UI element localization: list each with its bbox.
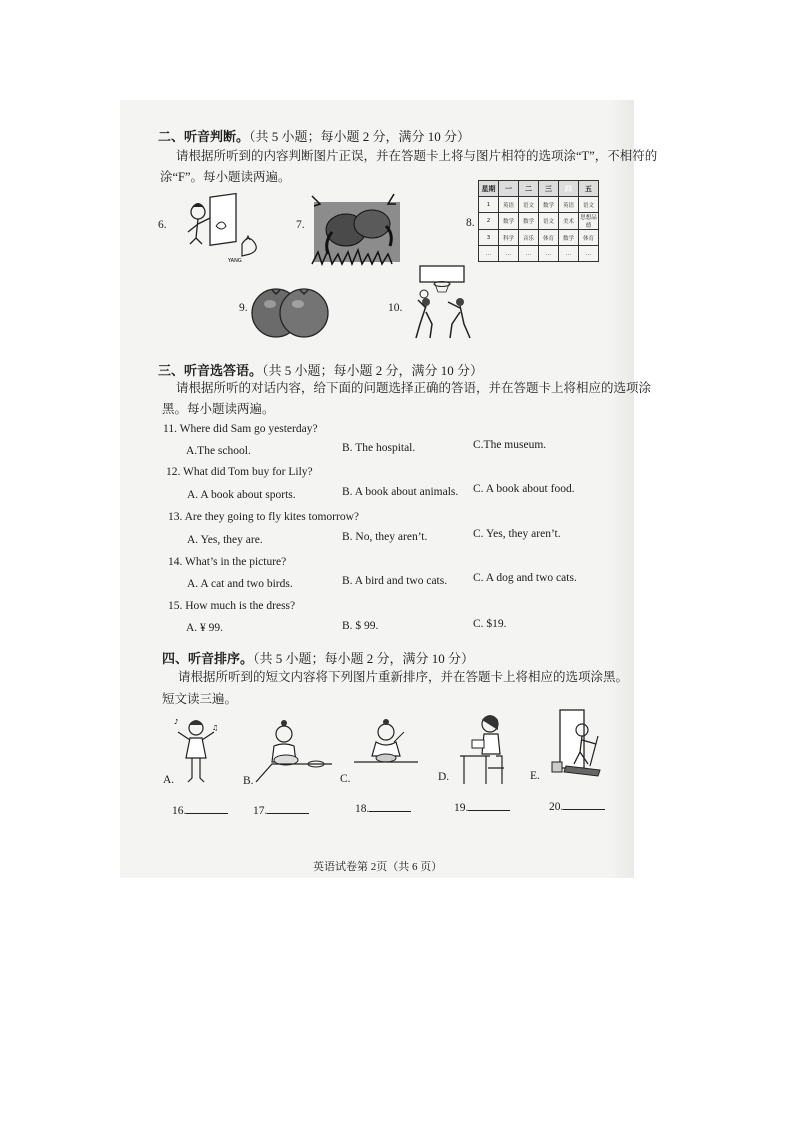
schedule-cell: … xyxy=(579,246,599,262)
schedule-header-cell: 四 xyxy=(559,181,579,197)
section4-instruction-2: 短文读三遍。 xyxy=(162,692,238,706)
picture-label-a: A. xyxy=(163,774,175,786)
answer-blank-19 xyxy=(454,800,510,815)
question-15: 15. How much is the dress? xyxy=(168,600,296,612)
q14-option-b: B. A bird and two cats. xyxy=(342,575,448,587)
schedule-corner-label: 星期 xyxy=(481,184,496,193)
section4-instruction-1: 请根据所听到的短文内容将下列图片重新排序，并在答题卡上将相应的选项涂黑。 xyxy=(178,670,629,684)
picture-label-d: D. xyxy=(438,771,450,783)
schedule-cell: 语文 xyxy=(539,213,559,230)
section2-heading xyxy=(158,130,470,143)
q12-option-b: B. A book about animals. xyxy=(342,486,459,498)
schedule-cell: 科学 xyxy=(499,230,519,246)
schedule-header-cell: 五 xyxy=(579,181,599,197)
item-10-number: 10. xyxy=(388,302,403,314)
schedule-cell: 英语 xyxy=(499,197,519,213)
answer-line xyxy=(369,801,411,812)
schedule-cell: 美术 xyxy=(559,213,579,230)
q15-option-a: A. ¥ 99. xyxy=(186,622,224,634)
answer-number-16: 16. xyxy=(172,805,187,817)
schedule-row-number: 3 xyxy=(479,230,499,246)
question-11: 11. Where did Sam go yesterday? xyxy=(163,423,318,435)
tomatoes-picture xyxy=(250,278,330,340)
question-13: 13. Are they going to fly kites tomorrow? xyxy=(168,511,359,523)
section2-instruction-2: 涂“F”。每小题读两遍。 xyxy=(160,170,291,184)
picture-label-c: C. xyxy=(340,773,351,785)
schedule-cell: 英语 xyxy=(559,197,579,213)
answer-blank-18 xyxy=(355,801,411,816)
section3-instruction-1: 请根据所听的对话内容，给下面的问题选择正确的答语，并在答题卡上将相应的选项涂 xyxy=(176,381,652,395)
girl-eating-picture xyxy=(354,718,418,768)
picture-label-b: B. xyxy=(243,775,254,787)
section3-instruction-2: 黑。每小题读两遍。 xyxy=(162,402,275,416)
q14-option-a: A. A cat and two birds. xyxy=(187,578,293,590)
svg-text:♪: ♪ xyxy=(174,718,179,726)
schedule-cell: 语文 xyxy=(519,197,539,213)
answer-line xyxy=(186,803,228,814)
schedule-cell: … xyxy=(499,246,519,262)
schedule-cell: … xyxy=(559,246,579,262)
section2-instruction-1: 请根据所听到的内容判断图片正误，并在答题卡上将与图片相符的选项涂“T”，不相符的 xyxy=(176,149,658,163)
answer-number-20: 20. xyxy=(549,801,564,813)
schedule-corner xyxy=(479,181,499,197)
section4-title: 四、听音排序。 xyxy=(162,651,254,666)
q15-option-b: B. $ 99. xyxy=(342,620,379,632)
q13-option-a: A. Yes, they are. xyxy=(187,534,263,546)
schedule-cell: 语文 xyxy=(579,197,599,213)
schedule-row-number: 1 xyxy=(479,197,499,213)
item-7-number: 7. xyxy=(296,219,305,231)
q12-option-c: C. A book about food. xyxy=(473,483,575,495)
q11-option-c: C.The museum. xyxy=(473,439,547,451)
schedule-row-number: … xyxy=(479,246,499,262)
q15-option-c: C. $19. xyxy=(473,618,507,630)
schedule-cell: 思想品德 xyxy=(579,213,599,230)
item-9-number: 9. xyxy=(239,302,248,314)
schedule-cell: 数学 xyxy=(519,213,539,230)
q11-option-b: B. The hospital. xyxy=(342,442,416,454)
schedule-cell: … xyxy=(519,246,539,262)
section4-heading xyxy=(162,652,474,665)
section2-title: 二、听音判断。 xyxy=(158,129,250,144)
schedule-cell: 数学 xyxy=(539,197,559,213)
schedule-row-number: 2 xyxy=(479,213,499,230)
schedule-header-cell: 二 xyxy=(519,181,539,197)
answer-line xyxy=(267,803,309,814)
schedule-header-cell: 一 xyxy=(499,181,519,197)
elephants-picture xyxy=(308,190,406,268)
q13-option-c: C. Yes, they aren’t. xyxy=(473,528,561,540)
class-schedule-table xyxy=(478,180,599,262)
answer-blank-20 xyxy=(549,799,605,814)
schedule-cell: … xyxy=(539,246,559,262)
girl-drawing-picture xyxy=(176,196,266,266)
girl-singing-picture xyxy=(172,716,220,786)
q14-option-c: C. A dog and two cats. xyxy=(473,572,577,584)
schedule-header-cell: 三 xyxy=(539,181,559,197)
svg-text:♫: ♫ xyxy=(212,724,219,732)
answer-blank-16 xyxy=(172,803,228,818)
section3-title: 三、听音选答语。 xyxy=(158,363,263,378)
q12-option-a: A. A book about sports. xyxy=(187,489,296,501)
answer-number-18: 18. xyxy=(355,803,370,815)
page-footer: 英语试卷第 2页（共 6 页） xyxy=(313,861,443,873)
question-12: 12. What did Tom buy for Lily? xyxy=(166,466,313,478)
section2-note: （共 5 小题；每小题 2 分，满分 10 分） xyxy=(249,129,471,144)
answer-blank-17 xyxy=(253,803,309,818)
answer-number-17: 17. xyxy=(253,805,268,817)
schedule-cell: 体育 xyxy=(579,230,599,246)
answer-line xyxy=(468,800,510,811)
q13-option-b: B. No, they aren’t. xyxy=(342,531,428,543)
item-8-number: 8. xyxy=(466,217,475,229)
section3-heading xyxy=(158,364,483,377)
girl-sweeping-picture xyxy=(546,706,616,778)
girl-reading-picture xyxy=(456,712,516,786)
schedule-cell: 数学 xyxy=(559,230,579,246)
svg-text:YANG: YANG xyxy=(228,258,242,264)
section4-note: （共 5 小题；每小题 2 分，满分 10 分） xyxy=(253,651,475,666)
q11-option-a: A.The school. xyxy=(186,445,251,457)
question-14: 14. What’s in the picture? xyxy=(168,556,287,568)
schedule-cell: 数学 xyxy=(499,213,519,230)
section3-note: （共 5 小题；每小题 2 分，满分 10 分） xyxy=(262,363,484,378)
schedule-cell: 体育 xyxy=(539,230,559,246)
girl-cooking-picture xyxy=(252,716,332,786)
basketball-picture xyxy=(410,264,482,344)
picture-label-e: E. xyxy=(530,770,540,782)
item-6-number: 6. xyxy=(158,219,167,231)
answer-number-19: 19. xyxy=(454,802,469,814)
answer-line xyxy=(563,799,605,810)
schedule-cell: 音乐 xyxy=(519,230,539,246)
